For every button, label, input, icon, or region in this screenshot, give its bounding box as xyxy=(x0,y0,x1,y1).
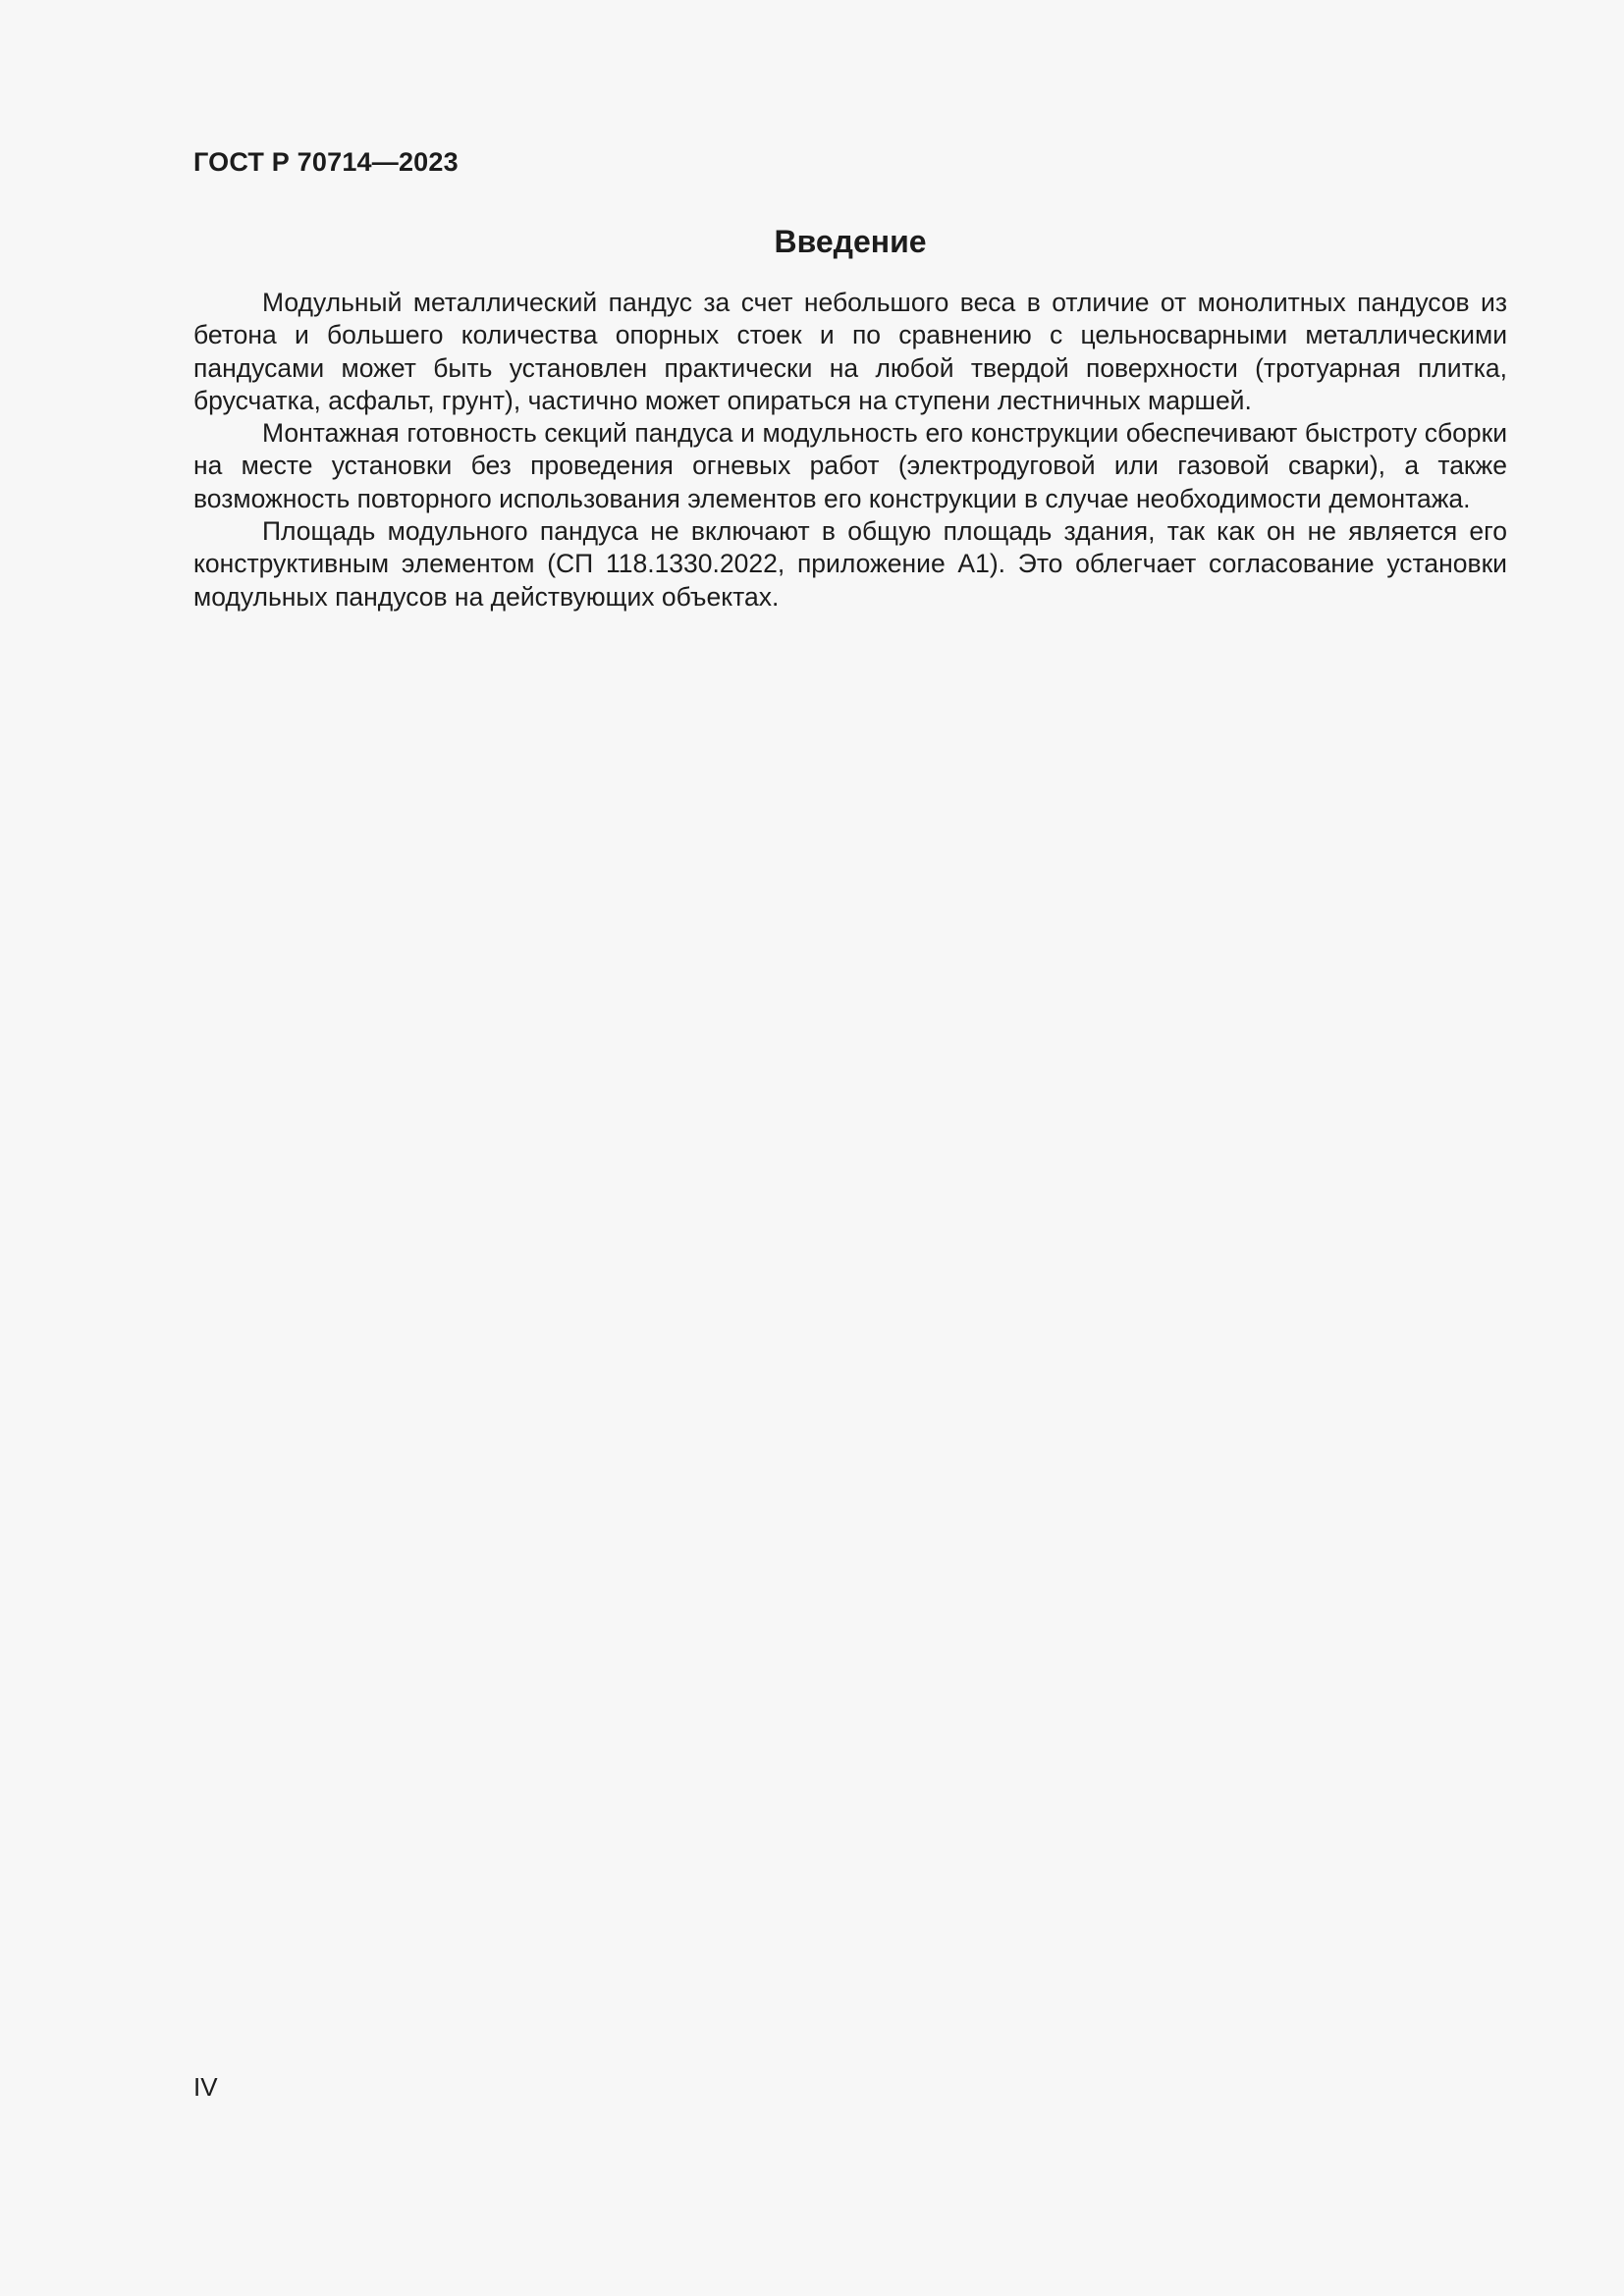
standard-designation: ГОСТ Р 70714—2023 xyxy=(193,147,459,177)
paragraph: Площадь модульного пандуса не включают в общую площадь здания, так как он не является его конструктивным элементом (СП 118.1330.2022, приложение А1). Это облегчает согласование установки модульных пандусов на действующих объектах. xyxy=(193,516,1507,612)
paragraph: Модульный металлический пандус за счет небольшого веса в отличие от монолитных пандусов из бетона и большего количества опорных стоек и по сравнению с цельносварными металлическими пандусами может быть установлен практически на любой твердой поверхности (тротуарная плитка, брусчатка, асфальт, грунт), частично может опираться на ступени лестничных маршей. xyxy=(193,288,1507,415)
introduction-body xyxy=(193,287,1507,614)
section-title: Введение xyxy=(774,224,927,259)
page-number: IV xyxy=(193,2072,218,2102)
paragraph: Монтажная готовность секций пандуса и модульность его конструкции обеспечивают быстроту сборки на месте установки без проведения огневых работ (электродуговой или газовой сварки), а также возможность повторного использования элементов его конструкции в случае необходимости демонтажа. xyxy=(193,418,1507,513)
